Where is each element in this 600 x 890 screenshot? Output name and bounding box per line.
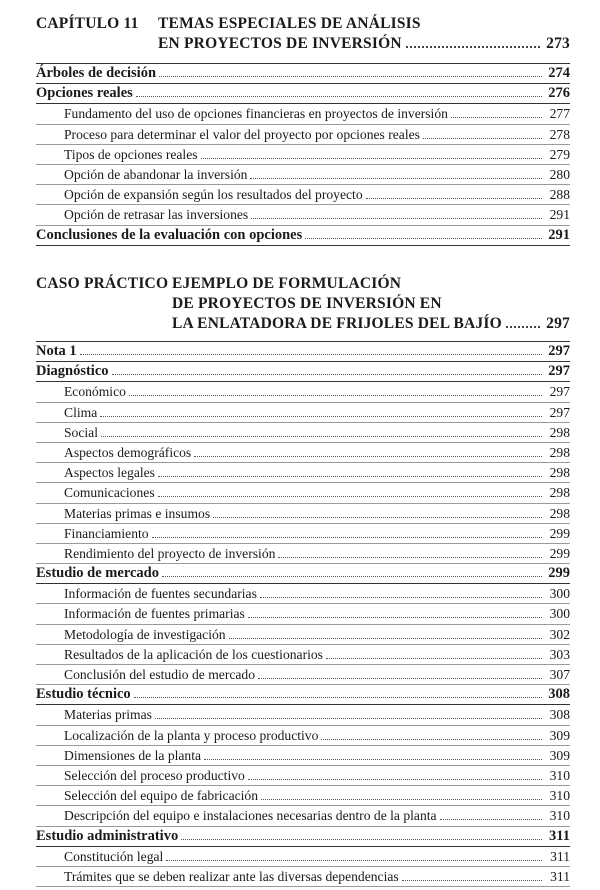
dot-leader xyxy=(155,718,542,719)
dot-leader xyxy=(251,218,542,219)
entry-title: Materias primas xyxy=(64,707,152,723)
dot-leader xyxy=(402,880,542,881)
chapter-11-heading xyxy=(36,14,570,54)
entry-page-number: 308 xyxy=(549,707,570,723)
dot-leader xyxy=(305,238,542,239)
case-study-heading xyxy=(36,274,570,334)
dot-leader xyxy=(261,799,542,800)
toc-subsection-entry xyxy=(36,463,570,483)
entry-title: Opción de retrasar las inversiones xyxy=(64,207,249,223)
entry-title: Estudio administrativo xyxy=(36,827,179,844)
dot-leader xyxy=(134,697,542,698)
dot-leader xyxy=(248,617,542,618)
dot-leader xyxy=(250,178,542,179)
toc-subsection-entry xyxy=(36,382,570,402)
dot-leader xyxy=(194,456,542,457)
entry-title: Clima xyxy=(64,404,98,420)
entry-title: Conclusiones de la evaluación con opciones xyxy=(36,226,303,243)
toc-subsection-entry xyxy=(36,125,570,145)
entry-page-number: 299 xyxy=(549,545,570,561)
dot-leader xyxy=(423,138,542,139)
entry-title: Información de fuentes primarias xyxy=(64,606,245,622)
toc-subsection-entry xyxy=(36,165,570,185)
entry-title: Social xyxy=(64,424,98,440)
toc-subsection-entry xyxy=(36,584,570,604)
entry-page-number: 274 xyxy=(548,65,570,81)
entry-page-number: 310 xyxy=(549,808,570,824)
entry-page-number: 291 xyxy=(548,226,570,243)
entry-page-number: 300 xyxy=(549,586,570,602)
entry-page-number: 309 xyxy=(549,727,570,743)
toc-subsection-entry xyxy=(36,423,570,443)
toc-subsection-entry xyxy=(36,544,570,564)
toc-subsection-entry xyxy=(36,524,570,544)
dot-leader xyxy=(181,839,542,840)
toc-subsection-entry xyxy=(36,443,570,463)
entry-page-number: 280 xyxy=(549,166,570,182)
chapter-number: CAPÍTULO 11 xyxy=(36,15,139,32)
entry-title: Financiamiento xyxy=(64,525,149,541)
toc-subsection-entry xyxy=(36,705,570,725)
entry-page-number: 299 xyxy=(549,525,570,541)
dot-leader xyxy=(506,326,540,328)
toc-subsection-entry xyxy=(36,665,570,685)
toc-subsection-entry xyxy=(36,625,570,645)
toc-subsection-entry xyxy=(36,786,570,806)
dot-leader xyxy=(201,158,542,159)
entry-title: Selección del proceso productivo xyxy=(64,767,245,783)
entry-page-number: 299 xyxy=(548,565,570,582)
chapter-page-number: 273 xyxy=(546,35,570,52)
dot-leader xyxy=(152,537,542,538)
entry-title: Metodología de investigación xyxy=(64,626,226,642)
dot-leader xyxy=(158,476,542,477)
dot-leader xyxy=(440,819,542,820)
entry-page-number: 307 xyxy=(549,667,570,682)
toc-subsection-entry xyxy=(36,104,570,124)
case-study-label: CASO PRÁCTICO xyxy=(36,275,169,292)
entry-page-number: 298 xyxy=(549,485,570,501)
entry-page-number: 302 xyxy=(549,626,570,642)
entry-page-number: 276 xyxy=(548,85,570,102)
entry-title: Conclusión del estudio de mercado xyxy=(64,667,256,682)
dot-leader xyxy=(158,496,542,497)
entry-title: Opción de expansión según los resultados del proyecto xyxy=(64,187,363,203)
dot-leader xyxy=(451,117,542,118)
toc-subsection-entry xyxy=(36,483,570,503)
dot-leader xyxy=(136,96,542,97)
entry-page-number: 303 xyxy=(549,646,570,662)
toc-subsection-entry xyxy=(36,403,570,423)
entry-title: Opción de abandonar la inversión xyxy=(64,166,248,182)
entry-page-number: 297 xyxy=(549,404,570,420)
dot-leader xyxy=(204,759,542,760)
dot-leader xyxy=(326,658,542,659)
toc-section-entry xyxy=(36,342,570,362)
toc-subsection-entry xyxy=(36,645,570,665)
entry-title: Fundamento del uso de opciones financieras en proyectos de inversión xyxy=(64,106,448,122)
chapter-title-line1: TEMAS ESPECIALES DE ANÁLISIS xyxy=(158,15,421,32)
entry-page-number: 311 xyxy=(550,848,570,864)
entry-title: Constitución legal xyxy=(64,848,164,864)
dot-leader xyxy=(260,597,542,598)
entry-page-number: 277 xyxy=(549,106,570,122)
entry-page-number: 298 xyxy=(549,505,570,521)
entry-page-number: 279 xyxy=(549,146,570,162)
toc-section-entry xyxy=(36,685,570,705)
entry-title: Información de fuentes secundarias xyxy=(64,586,257,602)
entry-page-number: 310 xyxy=(549,788,570,804)
entry-title: Estudio técnico xyxy=(36,686,131,703)
entry-title: Descripción del equipo e instalaciones necesarias dentro de la planta xyxy=(64,808,437,824)
entry-page-number: 300 xyxy=(549,606,570,622)
toc-section-entry xyxy=(36,362,570,382)
toc-subsection-entry xyxy=(36,504,570,524)
entry-title: Selección del equipo de fabricación xyxy=(64,788,259,804)
toc-subsection-entry xyxy=(36,847,570,867)
entry-title: Árboles de decisión xyxy=(36,65,157,81)
entry-page-number: 311 xyxy=(550,868,570,884)
entry-page-number: 309 xyxy=(549,747,570,763)
toc-subsection-entry xyxy=(36,145,570,165)
entry-page-number: 310 xyxy=(549,767,570,783)
entry-page-number: 288 xyxy=(549,187,570,203)
toc-section-entry xyxy=(36,64,570,84)
toc-section-entry xyxy=(36,564,570,584)
dot-leader xyxy=(166,860,542,861)
case-title-line2: DE PROYECTOS DE INVERSIÓN EN xyxy=(172,295,442,312)
toc-subsection-entry xyxy=(36,604,570,624)
entry-title: Proceso para determinar el valor del proyecto por opciones reales xyxy=(64,126,420,142)
entry-title: Resultados de la aplicación de los cuestionarios xyxy=(64,646,323,662)
toc-subsection-entry xyxy=(36,806,570,826)
entry-page-number: 311 xyxy=(549,827,570,844)
dot-leader xyxy=(159,76,542,77)
entry-title: Aspectos legales xyxy=(64,465,155,481)
dot-leader xyxy=(406,46,540,48)
entry-title: Dimensiones de la planta xyxy=(64,747,202,763)
dot-leader xyxy=(80,354,542,355)
toc-section-entry xyxy=(36,827,570,847)
toc-section-entry xyxy=(36,84,570,104)
entry-title: Localización de la planta y proceso productivo xyxy=(64,727,319,743)
toc-subsection-entry xyxy=(36,205,570,225)
case-title-line1: EJEMPLO DE FORMULACIÓN xyxy=(172,275,402,292)
toc-subsection-entry xyxy=(36,185,570,205)
entry-title: Rendimiento del proyecto de inversión xyxy=(64,545,276,561)
entry-title: Aspectos demográficos xyxy=(64,444,192,460)
chapter-title-line2: EN PROYECTOS DE INVERSIÓN xyxy=(158,35,402,52)
dot-leader xyxy=(248,779,542,780)
entry-title: Comunicaciones xyxy=(64,485,155,501)
toc-subsection-entry xyxy=(36,867,570,887)
entry-page-number: 308 xyxy=(548,686,570,703)
entry-title: Nota 1 xyxy=(36,343,77,359)
chapter-11-entries xyxy=(36,64,570,246)
entry-page-number: 291 xyxy=(549,207,570,223)
dot-leader xyxy=(100,416,542,417)
dot-leader xyxy=(101,436,542,437)
entry-page-number: 298 xyxy=(549,465,570,481)
entry-title: Materias primas e insumos xyxy=(64,505,211,521)
entry-page-number: 298 xyxy=(549,424,570,440)
dot-leader xyxy=(258,678,542,679)
dot-leader xyxy=(162,576,542,577)
dot-leader xyxy=(278,557,542,558)
entry-title: Económico xyxy=(64,384,126,400)
entry-page-number: 297 xyxy=(548,343,570,359)
case-study-entries xyxy=(36,342,570,887)
dot-leader xyxy=(112,374,543,375)
entry-page-number: 298 xyxy=(549,444,570,460)
entry-title: Trámites que se deben realizar ante las diversas dependencias xyxy=(64,868,399,884)
entry-title: Tipos de opciones reales xyxy=(64,146,198,162)
entry-page-number: 297 xyxy=(548,363,570,380)
dot-leader xyxy=(229,638,542,639)
toc-subsection-entry xyxy=(36,766,570,786)
dot-leader xyxy=(129,395,542,396)
case-page-number: 297 xyxy=(546,315,570,332)
entry-page-number: 297 xyxy=(549,384,570,400)
case-title-line3: LA ENLATADORA DE FRIJOLES DEL BAJÍO xyxy=(172,315,502,332)
entry-title: Opciones reales xyxy=(36,85,133,102)
toc-section-entry xyxy=(36,226,570,246)
toc-subsection-entry xyxy=(36,726,570,746)
dot-leader xyxy=(321,739,542,740)
entry-page-number: 278 xyxy=(549,126,570,142)
toc-subsection-entry xyxy=(36,746,570,766)
dot-leader xyxy=(366,198,542,199)
entry-title: Estudio de mercado xyxy=(36,565,159,582)
entry-title: Diagnóstico xyxy=(36,363,109,380)
dot-leader xyxy=(213,517,542,518)
